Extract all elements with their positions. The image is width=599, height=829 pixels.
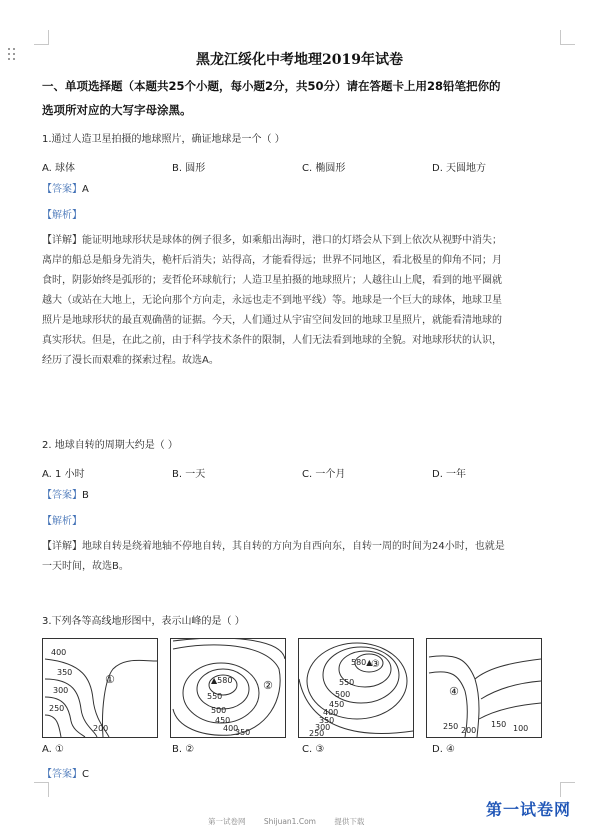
- option-c[interactable]: C. 一个月: [302, 469, 346, 480]
- contour-label: 550: [339, 678, 355, 687]
- question-1-analysis-label: 【解析】: [42, 210, 82, 221]
- answer-value: A: [82, 184, 89, 195]
- contour-map-3: [298, 638, 414, 738]
- option-a[interactable]: A. 1 小时: [42, 469, 85, 480]
- section-header-line2: 选项所对应的大写字母涂黑。: [42, 103, 192, 117]
- option-c[interactable]: C. ③: [302, 744, 325, 755]
- question-1-stem: 1.通过人造卫星拍摄的地球照片，确证地球是一个（ ）: [42, 134, 285, 145]
- contour-label: 300: [315, 723, 331, 732]
- map-marker: ③: [371, 659, 380, 670]
- contour-label: 550: [207, 692, 223, 701]
- contour-label: 450: [329, 700, 345, 709]
- crop-mark-top-right: [560, 30, 575, 45]
- section-header-line1: 一、单项选择题（本题共25个小题，每小题2分，共50分）请在答题卡上用28铅笔把你的: [42, 79, 501, 93]
- contour-label: 500: [335, 690, 351, 699]
- footer-site-url[interactable]: Shijuan1.Com: [263, 817, 316, 826]
- question-1-detail: [42, 231, 562, 371]
- peak-label: ▲580: [211, 676, 233, 685]
- contour-map-4-svg: [427, 639, 541, 737]
- option-a[interactable]: A. ①: [42, 744, 64, 755]
- map-marker: ②: [263, 679, 273, 692]
- detail-line: 真实形状。但是，在此之前，由于科学技术条件的限制，人们无法看到地球的全貌。对地球形状的认识，: [42, 335, 502, 346]
- option-b[interactable]: B. 一天: [172, 469, 206, 480]
- detail-line: 【详解】能证明地球形状是球体的例子很多，如乘船出海时，港口的灯塔会从下到上依次从视野中消失；: [42, 235, 502, 246]
- option-d[interactable]: D. 天圆地方: [432, 163, 487, 174]
- answer-label: 【答案】: [42, 769, 82, 780]
- question-1-answer: [42, 183, 89, 196]
- contour-map-1-svg: [43, 639, 157, 737]
- detail-line: 越大（或站在大地上，无论向那个方向走，永远也走不到地平线）等。地球是一个巨大的球体，地球卫星: [42, 295, 502, 306]
- contour-label: 250: [443, 722, 459, 731]
- answer-label: 【答案】: [42, 490, 82, 501]
- footer-download-note: 提供下载: [334, 817, 365, 826]
- contour-label: 350: [319, 716, 335, 725]
- option-b[interactable]: B. 圆形: [172, 163, 206, 174]
- crop-mark-bottom-left: [34, 782, 49, 797]
- detail-line: 【详解】地球自转是绕着地轴不停地自转，其自转的方向为自西向东，自转一周的时间为24小时，也就是: [42, 541, 505, 552]
- option-b[interactable]: B. ②: [172, 744, 195, 755]
- question-2-stem: 2. 地球自转的周期大约是（ ）: [42, 440, 178, 451]
- option-c[interactable]: C. 椭圆形: [302, 163, 346, 174]
- contour-label: 300: [53, 686, 69, 695]
- detail-line: 经历了漫长而艰难的探索过程。故选A。: [42, 355, 219, 366]
- question-2-analysis-label: 【解析】: [42, 516, 82, 527]
- page-footer: [208, 816, 380, 827]
- contour-map-1: [42, 638, 158, 738]
- map-marker: ④: [449, 685, 459, 698]
- contour-map-4: [426, 638, 542, 738]
- answer-value: B: [82, 490, 89, 501]
- contour-label: 100: [513, 724, 529, 733]
- detail-line: 一天时间，故选B。: [42, 561, 129, 572]
- contour-label: 400: [323, 708, 339, 717]
- brand-logo: 第一试卷网: [486, 800, 572, 819]
- contour-label: 500: [211, 706, 227, 715]
- contour-label: 150: [491, 720, 507, 729]
- answer-label: 【答案】: [42, 184, 82, 195]
- contour-map-2-svg: [171, 639, 285, 737]
- crop-mark-bottom-right: [560, 782, 575, 797]
- contour-label: 350: [235, 728, 251, 737]
- contour-label: 450: [215, 716, 231, 725]
- detail-line: 照片是地球形状的最直观确凿的证据。今天，人们通过从宇宙空间发回的地球卫星照片，就能看清地球的: [42, 315, 502, 326]
- option-a[interactable]: A. 球体: [42, 163, 76, 174]
- contour-map-2: [170, 638, 286, 738]
- option-d[interactable]: D. ④: [432, 744, 456, 755]
- detail-line: 食时，阴影始终是弧形的；麦哲伦环球航行；人造卫星拍摄的地球照片；人越往山上爬，看到的地平圈就: [42, 275, 502, 286]
- contour-map-3-svg: [299, 639, 413, 737]
- page-title: 黑龙江绥化中考地理2019年试卷: [196, 52, 403, 68]
- contour-label: 250: [49, 704, 65, 713]
- question-3-answer: [42, 768, 89, 781]
- contour-label: 350: [57, 668, 73, 677]
- question-3-stem: 3.下列各等高线地形图中，表示山峰的是（ ）: [42, 616, 245, 627]
- crop-mark-top-left: [34, 30, 49, 45]
- option-d[interactable]: D. 一年: [432, 469, 467, 480]
- map-marker: ①: [105, 673, 115, 686]
- contour-label: 400: [223, 724, 239, 733]
- detail-line: 离岸的船总是船身先消失，桅杆后消失；站得高，才能看得远；世界不同地区，看北极星的仰角不同；月: [42, 255, 502, 266]
- question-2-detail: [42, 537, 562, 577]
- contour-label: 200: [461, 726, 477, 735]
- question-2-answer: [42, 489, 89, 502]
- answer-value: C: [82, 769, 89, 780]
- contour-label: 250: [309, 729, 325, 737]
- footer-site-name: 第一试卷网: [208, 817, 246, 826]
- contour-label: 200: [93, 724, 109, 733]
- contour-label: 400: [51, 648, 67, 657]
- peak-label: 580▲: [351, 658, 373, 667]
